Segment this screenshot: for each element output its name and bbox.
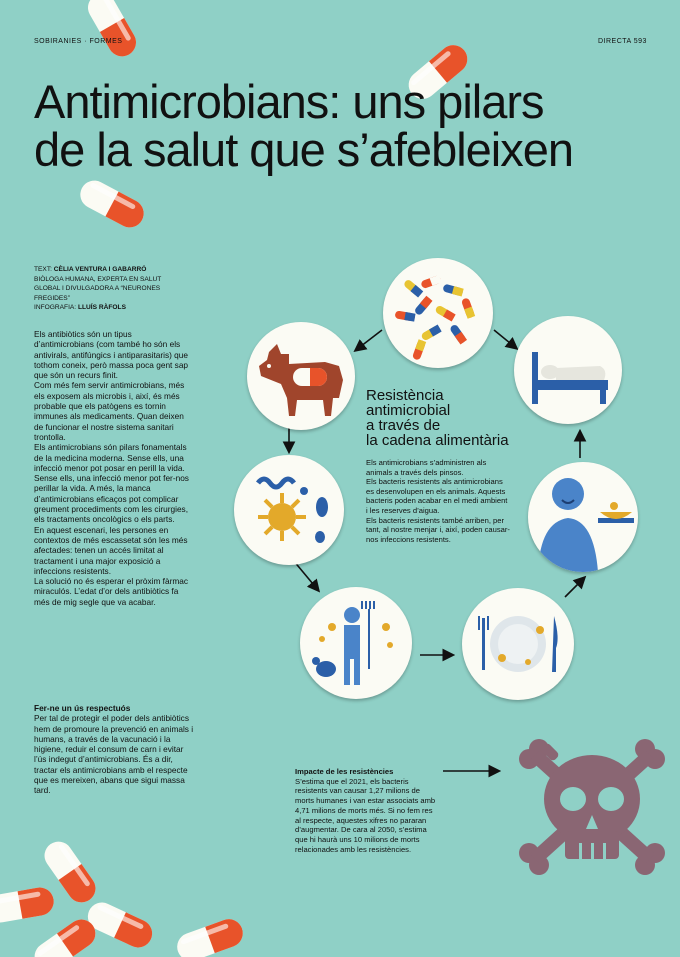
cow-icon: [247, 322, 355, 430]
circle-infection: [528, 462, 638, 572]
farmer-icon: [300, 587, 412, 699]
circle-antibiotics: [383, 258, 493, 368]
plate-icon: [462, 588, 574, 700]
paragraph: Els bacteris resistents als antimicrobians es desenvolupen en els animals. Aquests bacteris poden acabar en el medi ambient i les reserves d’aigua.: [366, 477, 508, 515]
skull-icon: [505, 735, 680, 885]
arrow-icon: [356, 330, 382, 350]
text-label: TEXT:: [34, 266, 52, 273]
arrow-icon: [565, 578, 584, 597]
paragraph: S’estima que el 2021, els bacteris resistents van causar 1,27 milions de morts humanes i van estar associats amb 4,71 milions de morts més. Si no fem res al respecte, aquestes xifres no pararan d’augmentar. De cara al 2050, s’estima que hi haurà uns 10 milions de morts relacionades amb les resistències.: [295, 776, 436, 854]
paragraph: Els antimicrobians són pilars fonamentals de la medicina moderna. Sense ells, una infecció menor pot posar en perill la vida. Sense ells, una infecció menor pot fer-nos perillar la vida. A més, la manca d’antimicrobians eficaços pot complicar greument procediments com les cirurgies, els tractaments oncològics o els parts.: [34, 442, 189, 525]
arrow-icon: [494, 330, 516, 348]
arrow-icon: [293, 560, 318, 590]
paragraph: La solució no és esperar el pròxim fàrmac miraculós. L’edat d’or dels antibiòtics fa més de mig segle que va acabar.: [34, 576, 189, 607]
diagram-title: [366, 388, 526, 448]
person-eating-icon: [528, 462, 638, 572]
paragraph: Com més fem servir antimicrobians, més els exposem als microbis i, així, és més probable que els patògens es tornin immunes als medicaments. Quan deixen de funcionar el nostre sistema sanitari trontolla.: [34, 380, 185, 442]
author-bio: GLOBAL I DIVULGADORA A “NEURONES: [34, 285, 161, 292]
paragraph: Els antibiòtics són un tipus d’antimicrobians (com també ho són els antivirals, antifúngics i antiparasitaris) que tothom coneix, però massa poca gent sap que són un recurs finit.: [34, 329, 189, 381]
author-bio: BIÒLOGA HUMANA, EXPERTA EN SALUT: [34, 275, 162, 283]
infographic-label: INFOGRAFIA:: [34, 304, 77, 311]
paragraph: En aquest escenari, les persones en contextos de més escassetat són les més afectades: tenen un accés limitat al tractament i una major exposició a infeccions resistents.: [34, 524, 188, 576]
hospital-bed-icon: [514, 316, 622, 424]
circle-animals: [247, 322, 355, 430]
issue-label: DIRECTA 593: [598, 38, 647, 45]
circle-patient: [514, 316, 622, 424]
impact-section: [295, 767, 440, 854]
page-title-line: de la salut que s’afebleixen: [34, 123, 574, 176]
bacteria-icon: [234, 455, 344, 565]
circle-food: [462, 588, 574, 700]
circle-environment: [300, 587, 412, 699]
section-label: SOBIRANIES · FORMES: [34, 38, 123, 45]
section-heading: Fer-ne un ús respectuós: [34, 703, 131, 713]
diagram-title-line: la cadena alimentària: [366, 432, 509, 449]
circle-bacteria: [234, 455, 344, 565]
section-heading: Impacte de les resistències: [295, 767, 394, 776]
paragraph: Els bacteris resistents també arriben, per tant, al nostre menjar i, així, poden causar-nos infeccions resistents.: [366, 515, 510, 544]
author-bio: FREGIDES”: [34, 294, 70, 302]
diagram-title-line: a través de: [366, 417, 441, 434]
page-title-line: Antimicrobians: uns pilars: [34, 75, 544, 128]
diagram-text: [366, 458, 511, 544]
diagram-title-line: antimicrobial: [366, 402, 451, 419]
paragraph: Per tal de protegir el poder dels antibiòtics hem de promoure la prevenció en animals i humans, a través de la vacunació i la higiene, reduir el consum de carn i evitar l’ús indegut d’antimicrobians. És a dir, tractar els antimicrobians amb el respecte que es mereixen, abans que sigui massa tard.: [34, 713, 194, 796]
author-name: CÈLIA VENTURA I GABARRÓ: [53, 266, 147, 273]
pills-icon: [383, 258, 493, 368]
paragraph: Els antimicrobians s’administren als animals a través dels pinsos.: [366, 458, 487, 477]
diagram-title-line: Resistència: [366, 387, 444, 404]
illustrator-name: LLUÍS RÀFOLS: [77, 304, 126, 311]
